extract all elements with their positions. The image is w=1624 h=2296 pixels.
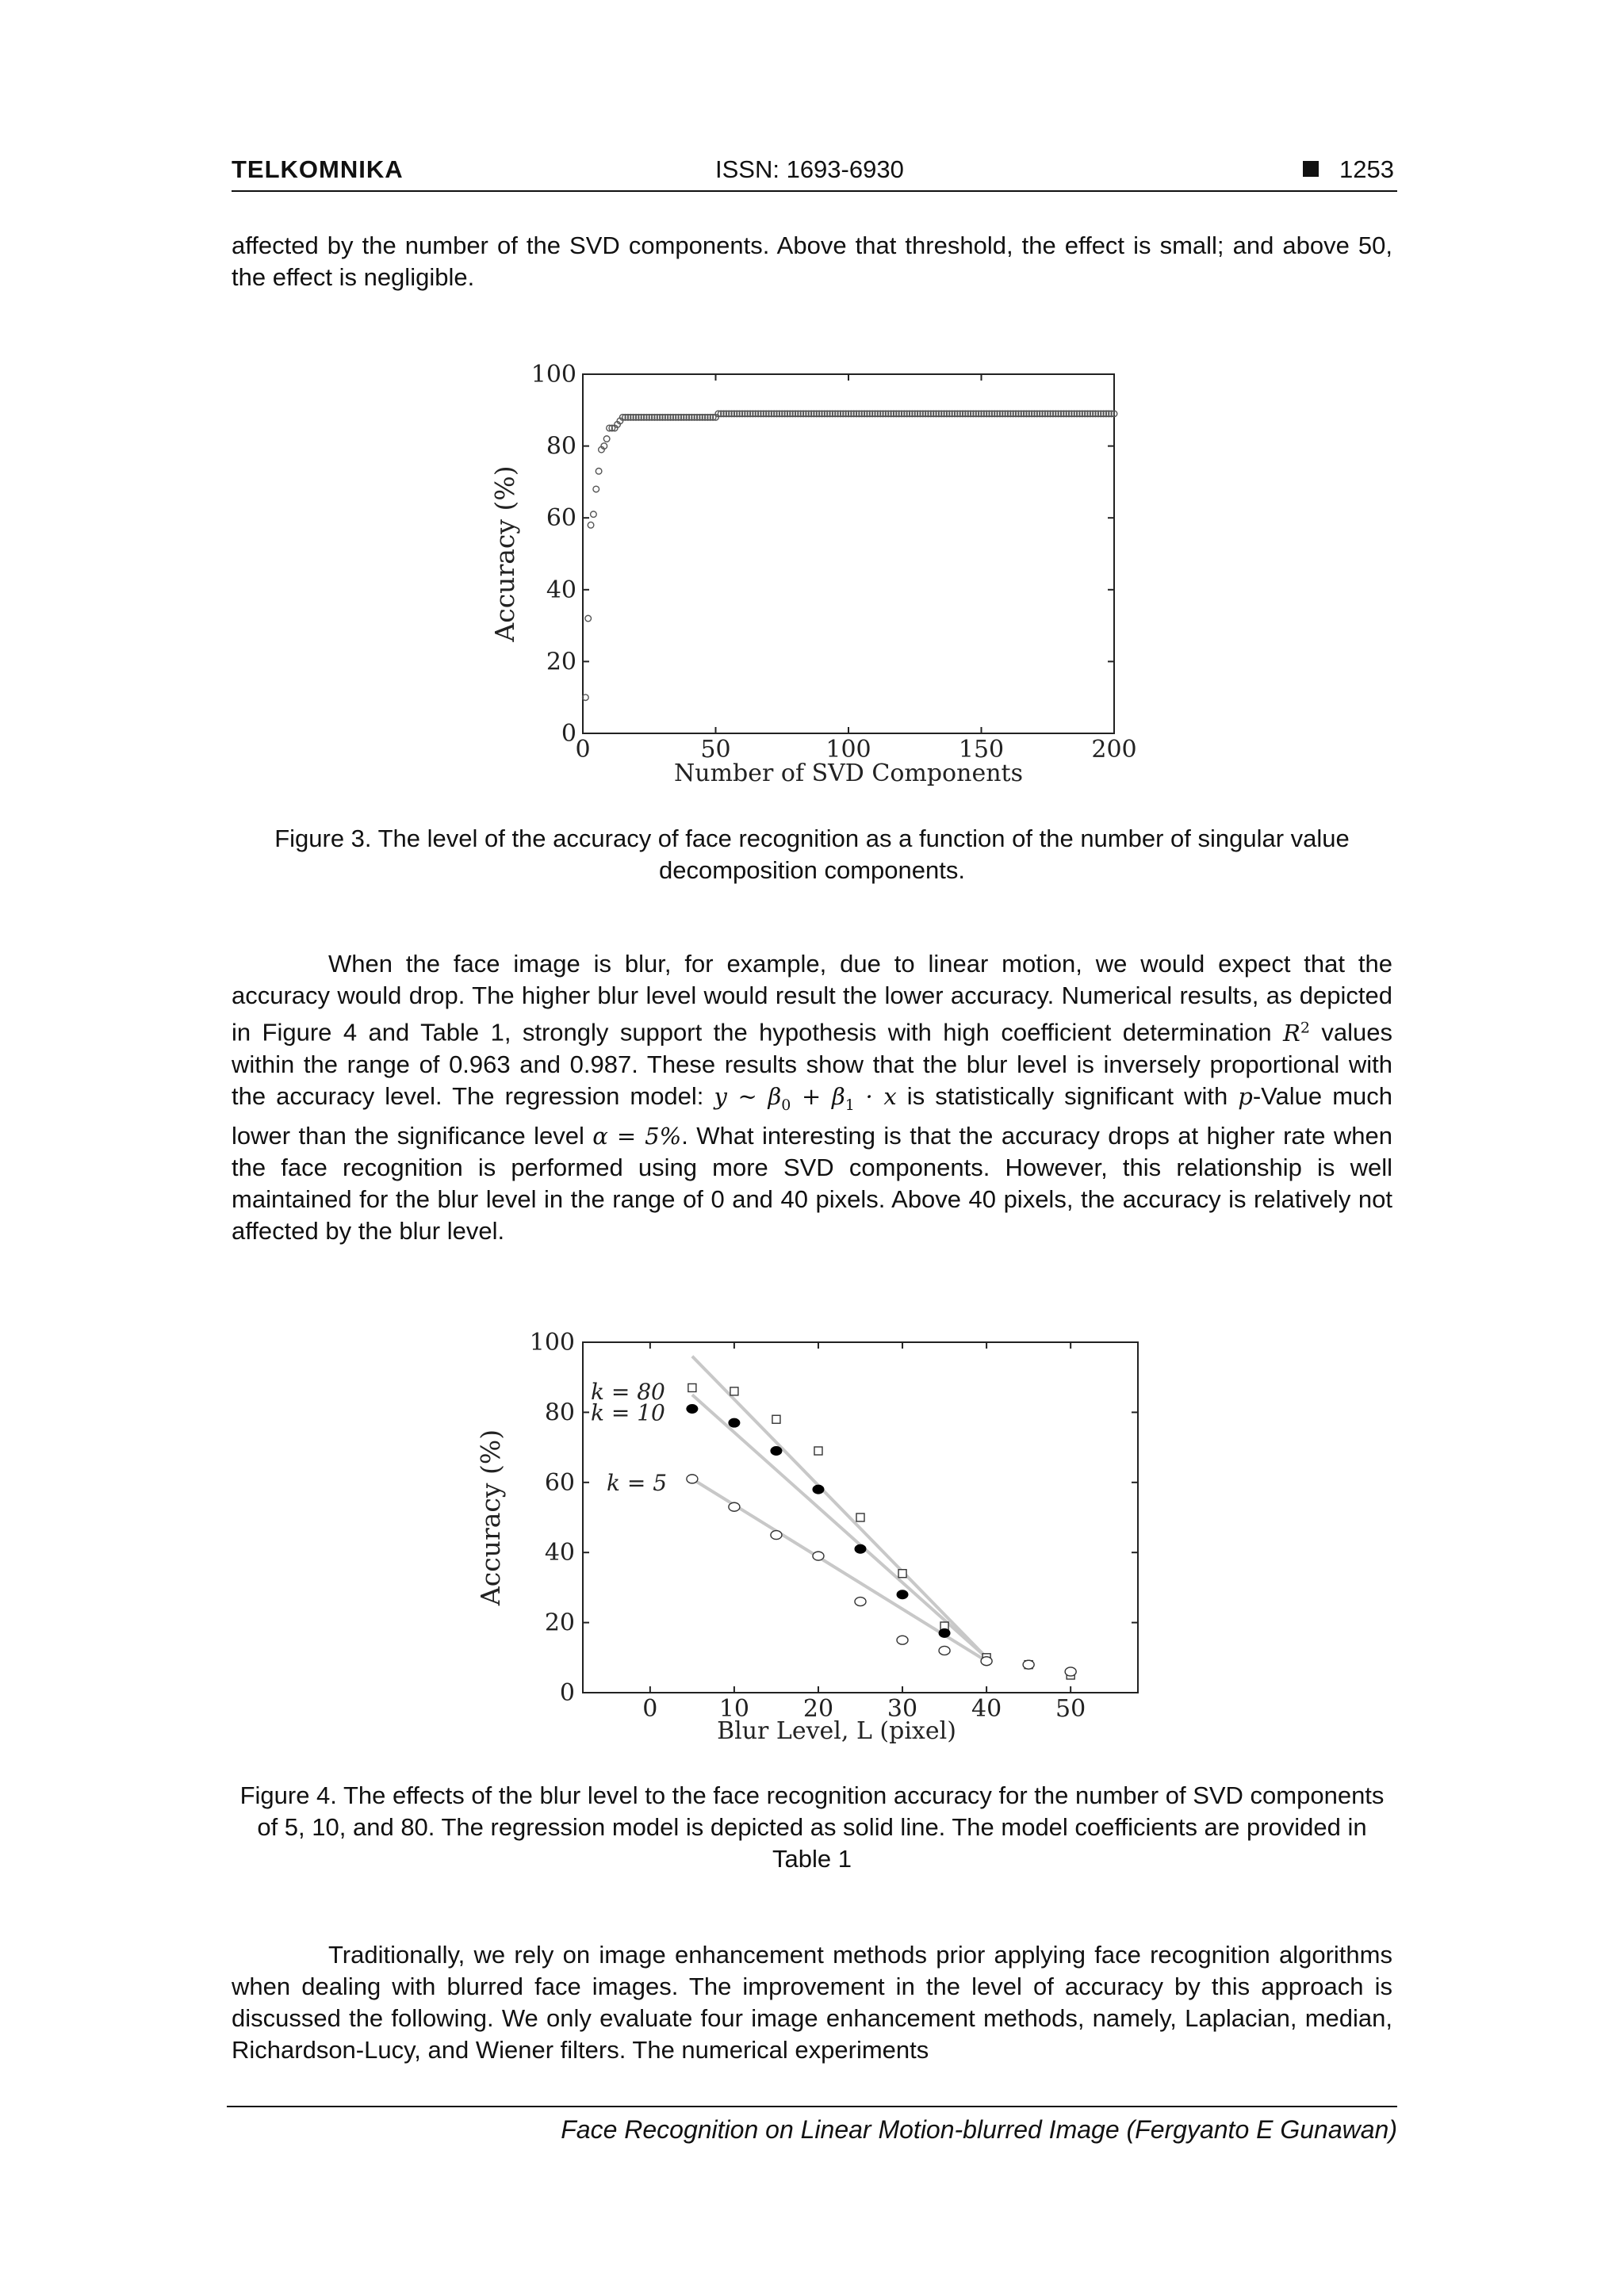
series-annotation: k = 10 xyxy=(591,1399,665,1426)
x-tick-label: 50 xyxy=(1055,1695,1086,1723)
x-axis-label: Number of SVD Components xyxy=(674,760,1023,787)
y-tick-label: 60 xyxy=(544,1468,575,1497)
issn: ISSN: 1693-6930 xyxy=(715,155,904,183)
paragraph-2 xyxy=(232,948,1392,1247)
paragraph-2-part-3: is statistically significant with xyxy=(896,1081,1239,1110)
data-point-open xyxy=(813,1552,824,1560)
page-number: 1253 xyxy=(1339,155,1394,183)
paragraph-2-part-4: -Value much lower than the significance level xyxy=(232,1081,1393,1150)
x-tick-label: 20 xyxy=(802,1695,834,1723)
data-point-filled xyxy=(939,1628,950,1637)
plot-frame xyxy=(583,374,1114,733)
r-squared xyxy=(1283,1020,1310,1047)
data-point-open xyxy=(1065,1667,1076,1676)
paragraph-2-part-2: values within the range of 0.963 and 0.987. These results show that the blur level is inversely proportional with the accuracy level. The regression model: xyxy=(232,1018,1392,1110)
y-tick-label: 0 xyxy=(561,720,576,748)
data-point-open xyxy=(897,1636,908,1644)
page-number-block xyxy=(1303,155,1394,184)
y-tick-label: 100 xyxy=(529,1329,575,1357)
data-point-filled xyxy=(687,1404,698,1413)
paragraph-2-part-5: . What interesting is that the accuracy drops at higher rate when the face recognition is performed using more SVD components. However, this relationship is well maintained for the blur level in the range of 0 and 40 pixels. Above 40 pixels, the accuracy is relatively not affected by the blur level. xyxy=(232,1122,1392,1246)
p-value-symbol: p xyxy=(1238,1082,1253,1110)
series-annotation: k = 5 xyxy=(607,1469,668,1496)
y-tick-label: 20 xyxy=(544,1609,575,1637)
data-point-open xyxy=(729,1502,740,1511)
model-sub0: 0 xyxy=(781,1096,791,1114)
figure-4-chart xyxy=(444,1312,1158,1756)
paragraph-3-text: Traditionally, we rely on image enhancement methods prior applying face recognition algorithms when dealing with blurred face images. The improvement in the level of accuracy by this approach is discussed the following. We only evaluate four image enhancement methods, namely, Laplacian, median, Richardson-Lucy, and Wiener filters. The numerical experiments xyxy=(232,1941,1392,2064)
model-x: · x xyxy=(854,1082,897,1110)
x-tick-label: 200 xyxy=(1091,736,1137,763)
data-point-filled xyxy=(771,1447,782,1456)
data-point-filled xyxy=(813,1485,824,1494)
data-point xyxy=(591,511,597,518)
data-point-open xyxy=(981,1657,992,1666)
alpha-level: α = 5% xyxy=(592,1123,682,1150)
series-annotation: k = 80 xyxy=(591,1378,665,1405)
data-point-square xyxy=(814,1447,822,1455)
figure-4-annotations xyxy=(591,1379,667,1496)
y-axis-label: Accuracy (%) xyxy=(475,1429,506,1606)
x-tick-label: 0 xyxy=(575,736,591,763)
model-beta0: y ~ β xyxy=(714,1082,782,1110)
y-tick-label: 20 xyxy=(546,648,576,676)
x-tick-label: 30 xyxy=(887,1695,918,1723)
data-point xyxy=(596,469,602,475)
page-footer: Face Recognition on Linear Motion-blurred Image (Fergyanto E Gunawan) xyxy=(227,2106,1397,2145)
figure-3-axes xyxy=(489,361,1137,787)
figure-3-points xyxy=(583,411,1117,700)
y-tick-label: 40 xyxy=(546,576,576,604)
x-tick-label: 100 xyxy=(825,736,871,763)
data-point xyxy=(588,522,594,528)
y-tick-label: 80 xyxy=(544,1399,575,1427)
data-point-filled xyxy=(729,1418,740,1427)
data-point xyxy=(603,436,610,442)
data-point-square xyxy=(856,1513,864,1521)
x-tick-label: 50 xyxy=(700,736,731,763)
data-point xyxy=(585,615,592,622)
regression-model xyxy=(714,1082,897,1114)
data-point-open xyxy=(687,1475,698,1483)
data-point-open xyxy=(855,1598,866,1606)
x-tick-label: 0 xyxy=(642,1695,658,1723)
figure-3-caption: Figure 3. The level of the accuracy of face recognition as a function of the number of singular value decomposition components. xyxy=(274,825,1350,884)
journal-name: TELKOMNIKA xyxy=(232,155,404,183)
data-point-open xyxy=(939,1646,950,1655)
r-squared-exponent: 2 xyxy=(1300,1019,1310,1036)
data-point-open xyxy=(1023,1660,1034,1669)
y-tick-label: 0 xyxy=(559,1679,575,1707)
y-axis-label: Accuracy (%) xyxy=(489,465,520,642)
model-beta1: + β xyxy=(791,1082,845,1110)
figure-4-axes xyxy=(475,1329,1138,1745)
figure-3-chart xyxy=(444,349,1158,793)
x-tick-label: 40 xyxy=(971,1695,1002,1723)
data-point-open xyxy=(771,1531,782,1540)
model-sub1: 1 xyxy=(845,1096,855,1114)
figure-4-points xyxy=(687,1383,1076,1678)
data-point-square xyxy=(688,1383,696,1391)
data-point-filled xyxy=(855,1544,866,1553)
figure-4-caption: Figure 4. The effects of the blur level to the face recognition accuracy for the number of SVD components of 5, 10, and 80. The regression model is depicted as solid line. The model coefficients are provided in Table 1 xyxy=(239,1781,1385,1873)
paragraph-3 xyxy=(232,1939,1392,2066)
x-axis-label: Blur Level, L (pixel) xyxy=(717,1717,956,1745)
y-tick-label: 100 xyxy=(530,361,576,388)
paragraph-2-part-1: When the face image is blur, for example, due to linear motion, we would expect that the accuracy would drop. The higher blur level would result the lower accuracy. Numerical results, as depicted in Figure 4 and Table 1, strongly support the hypothesis with high coefficient determination xyxy=(232,950,1392,1047)
square-bullet-icon xyxy=(1303,161,1319,177)
paragraph-1: affected by the number of the SVD components. Above that threshold, the effect is small; and above 50, the effect is negligible. xyxy=(232,232,1392,291)
data-point-square xyxy=(772,1415,780,1423)
page-header xyxy=(232,155,1397,192)
x-tick-label: 150 xyxy=(958,736,1005,763)
regression-line xyxy=(692,1395,986,1658)
data-point-square xyxy=(898,1570,906,1578)
y-tick-label: 40 xyxy=(544,1539,575,1567)
y-tick-label: 80 xyxy=(546,432,576,461)
x-tick-label: 10 xyxy=(718,1695,750,1723)
data-point-filled xyxy=(897,1590,908,1599)
r-squared-base: R xyxy=(1283,1019,1300,1047)
data-point-square xyxy=(730,1387,738,1395)
data-point xyxy=(593,486,599,492)
y-tick-label: 60 xyxy=(546,504,576,533)
